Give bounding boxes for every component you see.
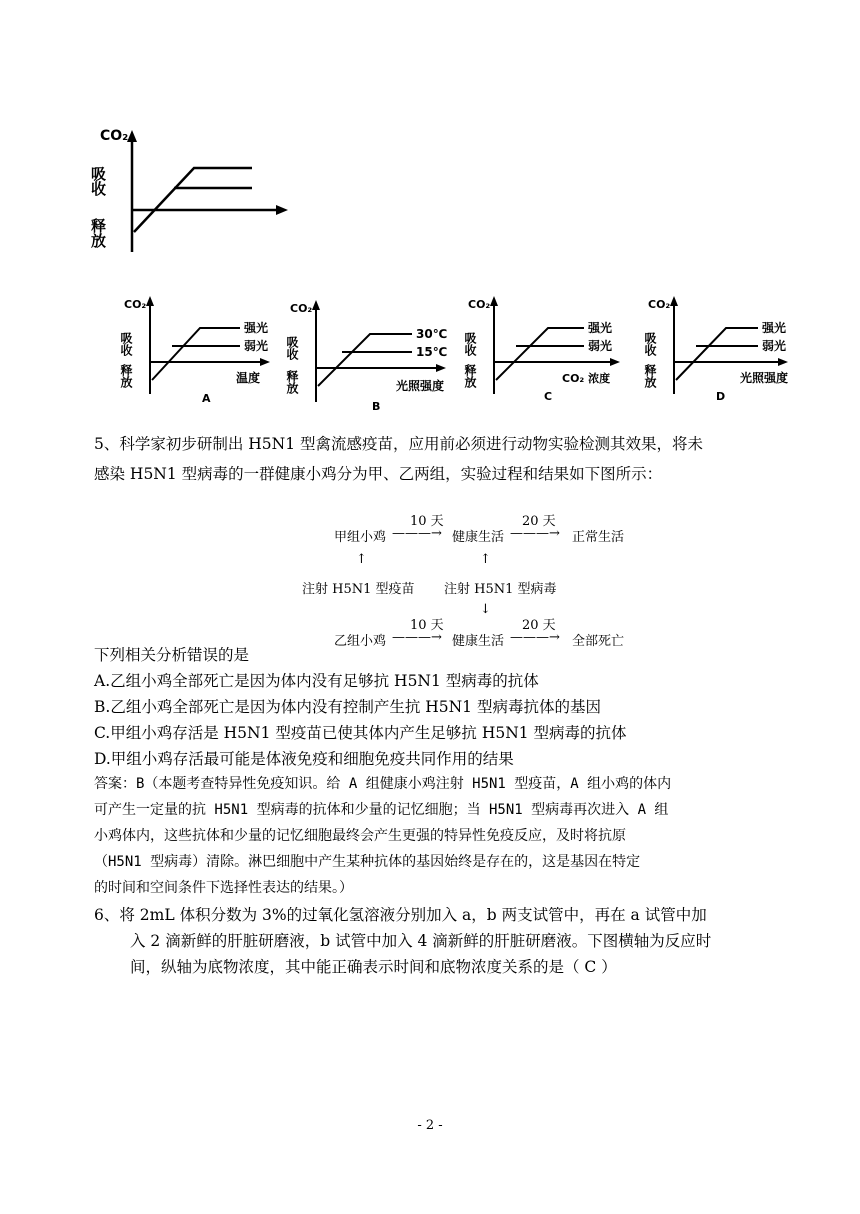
- main-y-up-label: 吸收: [89, 166, 107, 196]
- main-y-top-label: CO₂: [100, 128, 129, 144]
- flow-down-arrow: ↓: [480, 602, 491, 617]
- main-y-arrow: [127, 130, 137, 142]
- graph-a-y-up: 吸收: [119, 332, 133, 356]
- graph-b-label-high: 30℃: [416, 327, 448, 341]
- graph-c-label-high: 强光: [588, 321, 613, 335]
- graph-c-xlabel: CO₂ 浓度: [562, 372, 611, 385]
- graph-a-y-down: 释放: [119, 364, 133, 388]
- q6-line-2: 入 2 滴新鲜的肝脏研磨液，b 试管中加入 4 滴新鲜的肝脏研磨液。下图横轴为反应时: [130, 932, 712, 950]
- main-y-down-label: 释放: [89, 218, 107, 248]
- graph-a-xlabel: 温度: [236, 371, 261, 385]
- graph-c-y-down: 释放: [463, 364, 477, 388]
- flow-healthy-a: 健康生活: [452, 530, 505, 545]
- graph-d-xlabel: 光照强度: [740, 371, 789, 385]
- q5-stem-line-1: 5、科学家初步研制出 H5N1 型禽流感疫苗，应用前必须进行动物实验检测其效果，将未: [94, 435, 704, 453]
- graph-a-label-high: 强光: [244, 321, 269, 335]
- graph-b-id: B: [372, 400, 381, 413]
- graph-b-label-low: 15℃: [416, 345, 448, 359]
- q6-line-3: 间，纵轴为底物浓度，其中能正确表示时间和底物浓度关系的是（ C ）: [130, 958, 617, 976]
- graph-c-y-up: 吸收: [463, 332, 477, 356]
- graph-b-y-top: CO₂: [290, 302, 313, 315]
- graph-d-y-down: 释放: [643, 364, 657, 388]
- flow-up-arrow-1: ↑: [356, 552, 367, 567]
- q5-prompt: 下列相关分析错误的是: [94, 646, 250, 664]
- graph-d-y-up: 吸收: [643, 332, 657, 356]
- option-graph-c: [463, 294, 632, 406]
- graph-a-id: A: [202, 392, 211, 405]
- option-graph-d: [643, 294, 802, 406]
- graph-d-label-low: 弱光: [762, 339, 787, 353]
- flow-days-top-2: 20 天: [522, 514, 556, 529]
- q5-answer-line-1: 答案：B（本题考查特异性免疫知识。给 A 组健康小鸡注射 H5N1 型疫苗，A 组小鸡的体内: [94, 776, 672, 792]
- flow-arrow-a2: ———→: [510, 526, 560, 541]
- flow-up-arrow-2: ↑: [480, 552, 491, 567]
- option-graph-a: [119, 294, 282, 406]
- main-co2-graph: [89, 124, 296, 256]
- page-number: - 2 -: [417, 1118, 443, 1133]
- flow-days-top-1: 10 天: [410, 514, 444, 529]
- q5-option-c: C.甲组小鸡存活是 H5N1 型疫苗已使其体内产生足够抗 H5N1 型病毒的抗体: [94, 724, 627, 742]
- flow-group-a: 甲组小鸡: [334, 530, 387, 545]
- option-graph-b: [285, 298, 458, 414]
- q5-stem-line-2: 感染 H5N1 型病毒的一群健康小鸡分为甲、乙两组，实验过程和结果如下图所示：: [94, 465, 663, 483]
- main-x-arrow: [276, 205, 288, 215]
- flow-vaccine: 注射 H5N1 型疫苗: [302, 582, 415, 597]
- graph-a-y-top: CO₂: [124, 298, 147, 311]
- q5-answer-line-4: （H5N1 型病毒）清除。淋巴细胞中产生某种抗体的基因始终是存在的，这是基因在特定: [94, 854, 641, 870]
- flow-virus: 注射 H5N1 型病毒: [444, 582, 557, 597]
- graph-b-y-down: 释放: [285, 370, 299, 394]
- graph-b-y-up: 吸收: [285, 336, 299, 360]
- flow-arrow-a1: ———→: [392, 526, 442, 541]
- flow-all-dead: 全部死亡: [572, 634, 625, 649]
- flow-group-b: 乙组小鸡: [334, 634, 387, 649]
- flow-healthy-b: 健康生活: [452, 634, 505, 649]
- graph-d-id: D: [716, 390, 726, 403]
- flow-normal: 正常生活: [572, 530, 625, 545]
- main-curve-high: [134, 168, 252, 232]
- q5-answer-line-3: 小鸡体内，这些抗体和少量的记忆细胞最终会产生更强的特异性免疫反应，及时将抗原: [94, 828, 626, 844]
- graph-c-y-top: CO₂: [468, 298, 491, 311]
- flow-days-bottom-1: 10 天: [410, 618, 444, 633]
- graph-a-label-low: 弱光: [244, 339, 269, 353]
- graph-d-y-top: CO₂: [648, 298, 671, 311]
- q5-option-b: B.乙组小鸡全部死亡是因为体内没有控制产生抗 H5N1 型病毒抗体的基因: [94, 698, 601, 716]
- graph-b-xlabel: 光照强度: [396, 379, 445, 393]
- q5-option-d: D.甲组小鸡存活最可能是体液免疫和细胞免疫共同作用的结果: [94, 750, 514, 768]
- flow-arrow-b2: ———→: [510, 630, 560, 645]
- graph-c-id: C: [544, 390, 553, 403]
- q6-line-1: 6、将 2mL 体积分数为 3%的过氧化氢溶液分别加入 a，b 两支试管中，再在 a 试管中加: [94, 906, 707, 924]
- q5-answer-line-5: 的时间和空间条件下选择性表达的结果。）: [94, 880, 353, 896]
- q5-option-a: A.乙组小鸡全部死亡是因为体内没有足够抗 H5N1 型病毒的抗体: [94, 672, 539, 690]
- q5-answer-line-2: 可产生一定量的抗 H5N1 型病毒的抗体和少量的记忆细胞；当 H5N1 型病毒再次进入 A 组: [94, 802, 669, 818]
- flow-days-bottom-2: 20 天: [522, 618, 556, 633]
- graph-c-label-low: 弱光: [588, 339, 613, 353]
- graph-d-label-high: 强光: [762, 321, 787, 335]
- flow-arrow-b1: ———→: [392, 630, 442, 645]
